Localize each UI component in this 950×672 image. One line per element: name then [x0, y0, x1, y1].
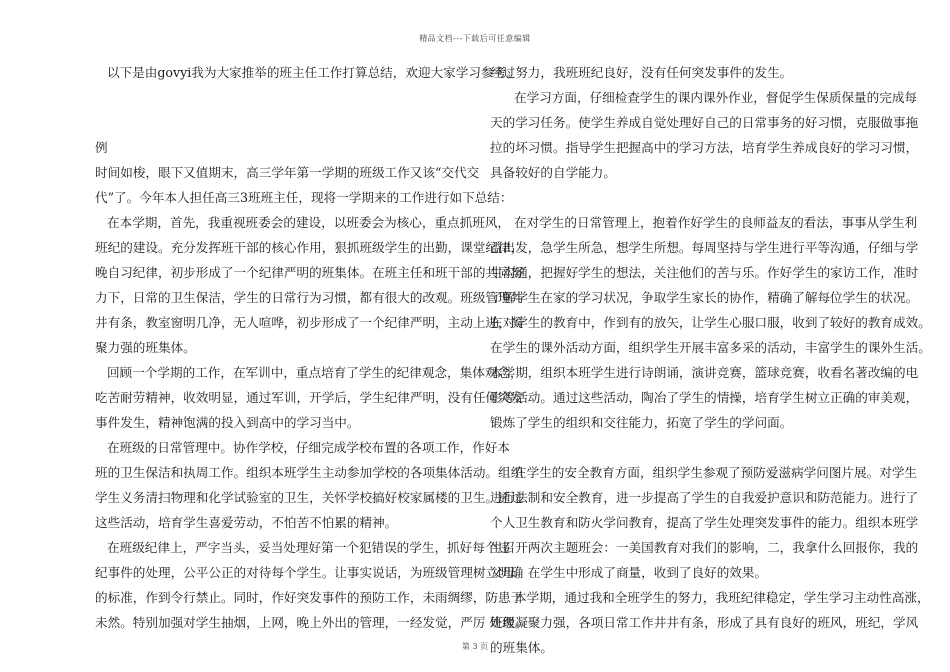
text-line: 的标准，作到令行禁止。同时，作好突发事件的预防工作，未雨绸缪，防患于	[95, 590, 524, 605]
text-line: 益出发，急学生所急，想学生所想。每周坚持与学生进行平等沟通，仔细与学	[490, 240, 919, 255]
page-number: 第 3 页	[461, 642, 489, 651]
text-line: 晚自习纪律，初步形成了一个纪律严明的班集体。在班主任和班干部的共同努	[95, 265, 524, 280]
text-line: 在对学生的日常管理上，抱着作好学生的良师益友的看法，事事从学生利	[514, 215, 917, 230]
text-line: 以下是由govyi我为大家推举的班主任工作打算总结，欢迎大家学习参考。	[107, 65, 519, 80]
text-line: 时间如梭，眼下又值期末，高三学年第一学期的班级工作又该“交代交	[95, 165, 480, 180]
text-line: 吃苦耐劳精神，收效明显，通过军训，开学后，学生纪律严明，没有任何突发	[95, 390, 524, 405]
text-line: 学生义务清扫物理和化学试验室的卫生，关怀学校搞好校家属楼的卫生。通过	[95, 490, 524, 505]
right-text-column	[490, 60, 931, 660]
text-line: 生召开两次主题班会：一美国教育对我们的影响，二，我拿什么回报你，我的	[490, 540, 919, 555]
paragraph-gap	[490, 185, 860, 210]
page-header: 精品文档---下载后可任意编辑	[419, 34, 531, 43]
text-line: 锻炼了学生的组织和交往能力，拓宽了学生的学问面。	[490, 415, 793, 430]
text-line: 在学习方面，仔细检查学生的课内课外作业，督促学生保质保量的完成每	[514, 90, 917, 105]
text-line: 纪事件的处理，公平公正的对待每个学生。让事实说话，为班级管理树立明确	[95, 565, 524, 580]
text-line: 在学生的安全教育方面，组织学生参观了预防爱滋病学问图片展。对学生	[514, 465, 917, 480]
text-line: 在本学期，首先，我重视班委会的建设，以班委会为核心，重点抓班风，	[107, 215, 510, 230]
text-line: 未然。特别加强对学生抽烟，上网，晚上外出的管理，一经发觉，严厉 处理。	[95, 615, 528, 630]
text-line: 在班级的日常管理中。协作学校，仔细完成学校布置的各项工作，作好本	[107, 440, 510, 455]
text-line: 具备较好的自学能力。	[490, 165, 616, 180]
text-line: 在学生的课外活动方面，组织学生开展丰富多采的活动，丰富学生的课外生活。	[490, 340, 931, 355]
text-line: 本学期，通过我和全班学生的努力，我班纪律稳定，学生学习主动性高涨，	[514, 590, 930, 605]
text-line: 经过努力，我班班纪良好，没有任何突发事件的发生。	[490, 65, 793, 80]
text-line: 事件发生，精神饱满的投入到高中的学习当中。	[95, 415, 360, 430]
text-line: 聚力强的班集体。	[95, 340, 196, 355]
text-line: 进行法制和安全教育，进一步提高了学生的自我爱护意识和防范能力。进行了	[490, 490, 919, 505]
left-text-column	[95, 60, 528, 635]
text-line: 天的学习任务。使学生养成自觉处理好自己的日常事务的好习惯，克服做事拖	[490, 115, 919, 130]
text-line: 回顾一个学期的工作，在军训中，重点培育了学生的纪律观念，集体观念，	[107, 365, 523, 380]
text-line: 力下，日常的卫生保洁，学生的日常行为习惯，都有很大的改观。班级管理井	[95, 290, 524, 305]
text-line: 代”了。今年本人担任高三3班班主任，现将一学期来的工作进行如下总结：	[95, 190, 513, 205]
text-line: 生沟通，把握好学生的想法，关注他们的苦与乐。作好学生的家访工作，准时	[490, 265, 919, 280]
text-line: 例	[95, 140, 108, 155]
text-line: 在班级纪律上，严字当头，妥当处理好第一个犯错误的学生，抓好每个违	[107, 540, 510, 555]
text-line: 这些活动，培育学生喜爱劳动，不怕苦不怕累的精神。	[95, 515, 398, 530]
text-line: 个人卫生教育和防火学问教育，提高了学生处理突发事件的能力。组织本班学	[490, 515, 919, 530]
text-line: 班纪的建设。充分发挥班干部的核心作用，狠抓班级学生的出勤，课堂纪律，	[95, 240, 524, 255]
text-line: 影等活动。通过这些活动，陶冶了学生的情操，培育学生树立正确的审美观，	[490, 390, 919, 405]
text-line: 井有条，教室窗明几净，无人喧哗，初步形成了一个纪律严明，主动上进，凝	[95, 315, 524, 330]
text-line: 班级凝聚力强，各项日常工作井井有条，形成了具有良好的班风，班纪，学风	[490, 615, 919, 630]
text-line: 本学期，组织本班学生进行诗朗诵，演讲竞赛，篮球竞赛，收看名著改编的电	[490, 365, 919, 380]
text-line: 了解学生在家的学习状况，争取学生家长的协作，精确了解每位学生的状况。	[490, 290, 919, 305]
text-line: 班的卫生保洁和执周工作。组织本班学生主动参加学校的各项集体活动。组织	[95, 465, 524, 480]
text-line: 在对学生的教育中，作到有的放矢，让学生心服口服，收到了较好的教育成效。	[490, 315, 931, 330]
paragraph-gap	[95, 85, 467, 110]
text-line: 的班集体。	[490, 640, 553, 655]
paragraph-gap	[490, 435, 860, 460]
text-line: 拉的坏习惯。指导学生把握高中的学习方法，培育学生养成良好的学习习惯，	[490, 140, 919, 155]
paragraph-gap	[95, 110, 467, 135]
text-line: 父母。在学生中形成了商量，收到了良好的效果。	[490, 565, 768, 580]
